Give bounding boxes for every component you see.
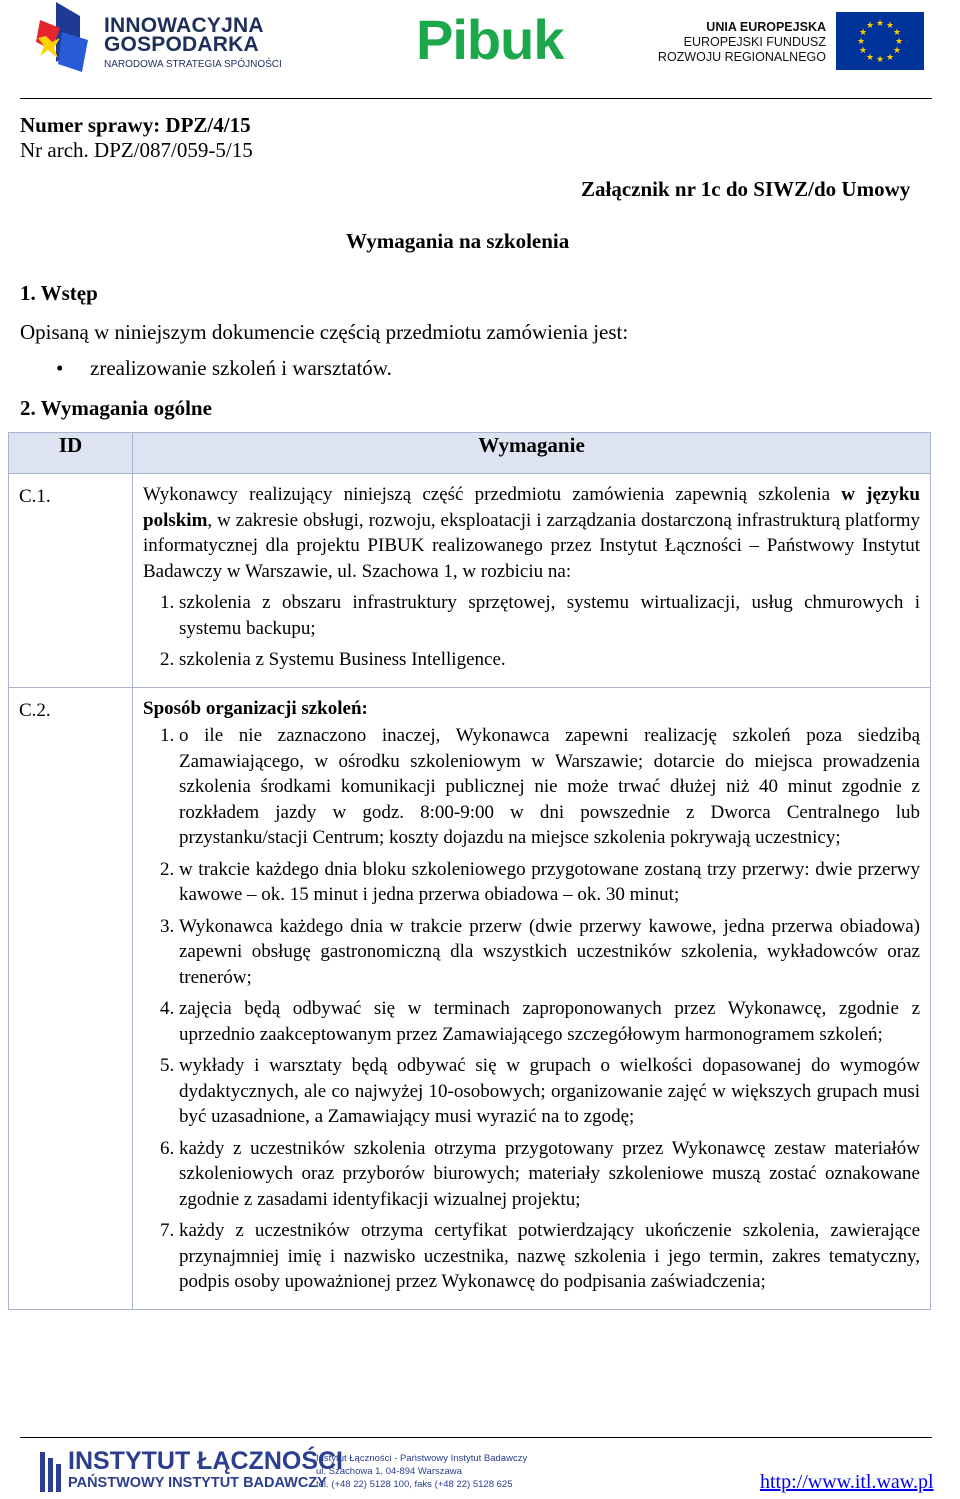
page-header xyxy=(0,0,960,100)
ig-title: INNOWACYJNA GOSPODARKA xyxy=(104,14,264,56)
annex-title: Załącznik nr 1c do SIWZ/do Umowy xyxy=(581,177,911,201)
list-item: 6. każdy z uczestników szkolenia otrzyma przygotowany przez Wykonawcę zestaw materiałów szkoleniowych oraz przyborów biurowych; materiały szkoleniowe muszą zostać oznakowane zgodnie z zasadami identyfikacji wizualnej projektu; xyxy=(179,1136,920,1213)
svg-text:★: ★ xyxy=(856,37,866,47)
svg-text:★: ★ xyxy=(894,37,904,47)
row-id: C.2. xyxy=(9,687,133,1309)
bullet-dot: • xyxy=(56,356,64,380)
list-item: 3. Wykonawca każdego dnia w trakcie przerw (dwie przerwy kawowe, jedna przerwa obiadowa) zapewni obsługę gastronomiczną dla wszystkich uczestników szkolenia, wykładowców oraz trenerów; xyxy=(179,914,920,991)
innowacyjna-gospodarka-logo xyxy=(36,2,286,74)
requirement-list xyxy=(143,723,920,1295)
list-item: 7. każdy z uczestników otrzyma certyfikat potwierdzający ukończenie szkolenia, zawierające przynajmniej imię i nazwisko uczestnika, nazwę szkolenia i jego termin, zakres tematyczny, podpis osoby upoważnionej przez Wykonawcę do podpisania zaświadczenia; xyxy=(179,1218,920,1295)
eu-logo xyxy=(657,12,926,72)
itl-subtitle: PAŃSTWOWY INSTYTUT BADAWCZY xyxy=(68,1475,327,1491)
page-title: Wymagania na szkolenia xyxy=(346,229,570,253)
bullet-item: zrealizowanie szkoleń i warsztatów. xyxy=(90,356,392,380)
itl-address: Instytut Łączności - Państwowy Instytut Badawczy ul. Szachowa 1, 04-894 Warszawa tel. (+48 22) 5128 100, faks (+48 22) 5128 625 xyxy=(316,1453,528,1490)
header-divider xyxy=(20,98,932,99)
svg-text:★: ★ xyxy=(875,19,885,29)
row-id: C.1. xyxy=(9,474,133,688)
list-item: 1. szkolenia z obszaru infrastruktury sprzętowej, systemu wirtualizacji, usług chmurowych i systemu backupu; xyxy=(179,590,920,641)
section-1-heading: 1. Wstęp xyxy=(20,281,98,305)
requirements-table xyxy=(8,432,931,1310)
section-2-heading: 2. Wymagania ogólne xyxy=(20,396,212,420)
pibuk-logo xyxy=(416,8,564,72)
svg-text:★: ★ xyxy=(858,46,868,56)
arch-number: Nr arch. DPZ/087/059-5/15 xyxy=(20,138,253,162)
pibuk-wordmark: Pibuk xyxy=(416,8,564,71)
svg-text:★: ★ xyxy=(865,21,875,31)
list-item: 5. wykłady i warsztaty będą odbywać się w grupach o wielkości dopasowanej do wymogów dydaktycznych, ale co najwyżej 10-osobowych; organizowanie zajęć w większych grupach musi być uzasadnione, a Zamawiający musi wyrazić na to zgodę; xyxy=(179,1053,920,1130)
svg-text:★: ★ xyxy=(892,28,902,38)
col-id-header: ID xyxy=(9,433,133,474)
ig-subtitle: NARODOWA STRATEGIA SPÓJNOŚCI xyxy=(104,59,282,70)
list-item: 1. o ile nie zaznaczono inaczej, Wykonawca zapewni realizację szkoleń poza siedzibą Zamawiającego, w ośrodku szkoleniowym w Warszawie; dotarcie do miejsca prowadzenia szkolenia środkami komunikacji publicznej nie może trwać dłużej niż 40 minut zgodnie z rozkładem jazdy w godz. 8:00-9:00 w dni powszednie z Dworca Centralnego lub przystanku/stacji Centrum; koszty dojazdu na miejsce szkolenia pokrywają uczestnicy; xyxy=(179,723,920,851)
list-item: 2. w trakcie każdego dnia bloku szkoleniowego przygotowane zostaną trzy przerwy: dwie przerwy kawowe – ok. 15 minut i jedna przerwa obiadowa – ok. 30 minut; xyxy=(179,857,920,908)
table-header-row xyxy=(9,433,931,474)
row-requirement xyxy=(133,687,931,1309)
list-item: 4. zajęcia będą odbywać się w terminach zaproponowanych przez Wykonawcę, zgodnie z uprzednio zaakceptowanym przez Zamawiającego szczegółowym harmonogramem szkoleń; xyxy=(179,996,920,1047)
eu-text: UNIA EUROPEJSKA EUROPEJSKI FUNDUSZ ROZWOJU REGIONALNEGO xyxy=(657,20,826,64)
case-number: Numer sprawy: DPZ/4/15 xyxy=(20,113,251,137)
svg-text:★: ★ xyxy=(875,55,885,65)
itl-emblem-icon xyxy=(38,1448,64,1496)
svg-text:★: ★ xyxy=(892,46,902,56)
requirement-list xyxy=(143,590,920,673)
footer-divider xyxy=(20,1437,932,1438)
ig-emblem-icon xyxy=(36,2,100,74)
table-row xyxy=(9,687,931,1309)
row-requirement: Wykonawcy realizujący niniejszą część przedmiotu zamówienia zapewnią szkolenia w języku polskim, w zakresie obsługi, rozwoju, eksploatacji i zarządzania dostarczoną infrastrukturą platformy informatycznej dla projektu PIBUK realizowanego przez Instytut Łączności – Państwowy Instytut Badawczy w Warszawie, ul. Szachowa 1, w rozbiciu na: 1. szkolenia z obszaru infrastruktury sprzętowej, systemu wirtualizacji, usług chmurowych i systemu backupu; 2. szkolenia z Systemu Business Intelligence. xyxy=(133,474,931,688)
svg-text:★: ★ xyxy=(885,21,895,31)
table-row xyxy=(9,474,931,688)
svg-text:★: ★ xyxy=(865,53,875,63)
col-req-header: Wymaganie xyxy=(133,433,931,474)
eu-flag-icon xyxy=(836,12,924,70)
intro-text: Opisaną w niniejszym dokumencie częścią przedmiotu zamówienia jest: xyxy=(20,320,629,344)
list-item: 2. szkolenia z Systemu Business Intelligence. xyxy=(179,647,920,673)
svg-text:★: ★ xyxy=(858,28,868,38)
itl-name: INSTYTUT ŁĄCZNOŚCI xyxy=(68,1447,343,1475)
svg-text:★: ★ xyxy=(885,53,895,63)
requirement-heading: Sposób organizacji szkoleń: xyxy=(143,697,368,719)
itl-logo xyxy=(38,1446,578,1498)
website-link[interactable]: http://www.itl.waw.pl xyxy=(760,1471,934,1493)
